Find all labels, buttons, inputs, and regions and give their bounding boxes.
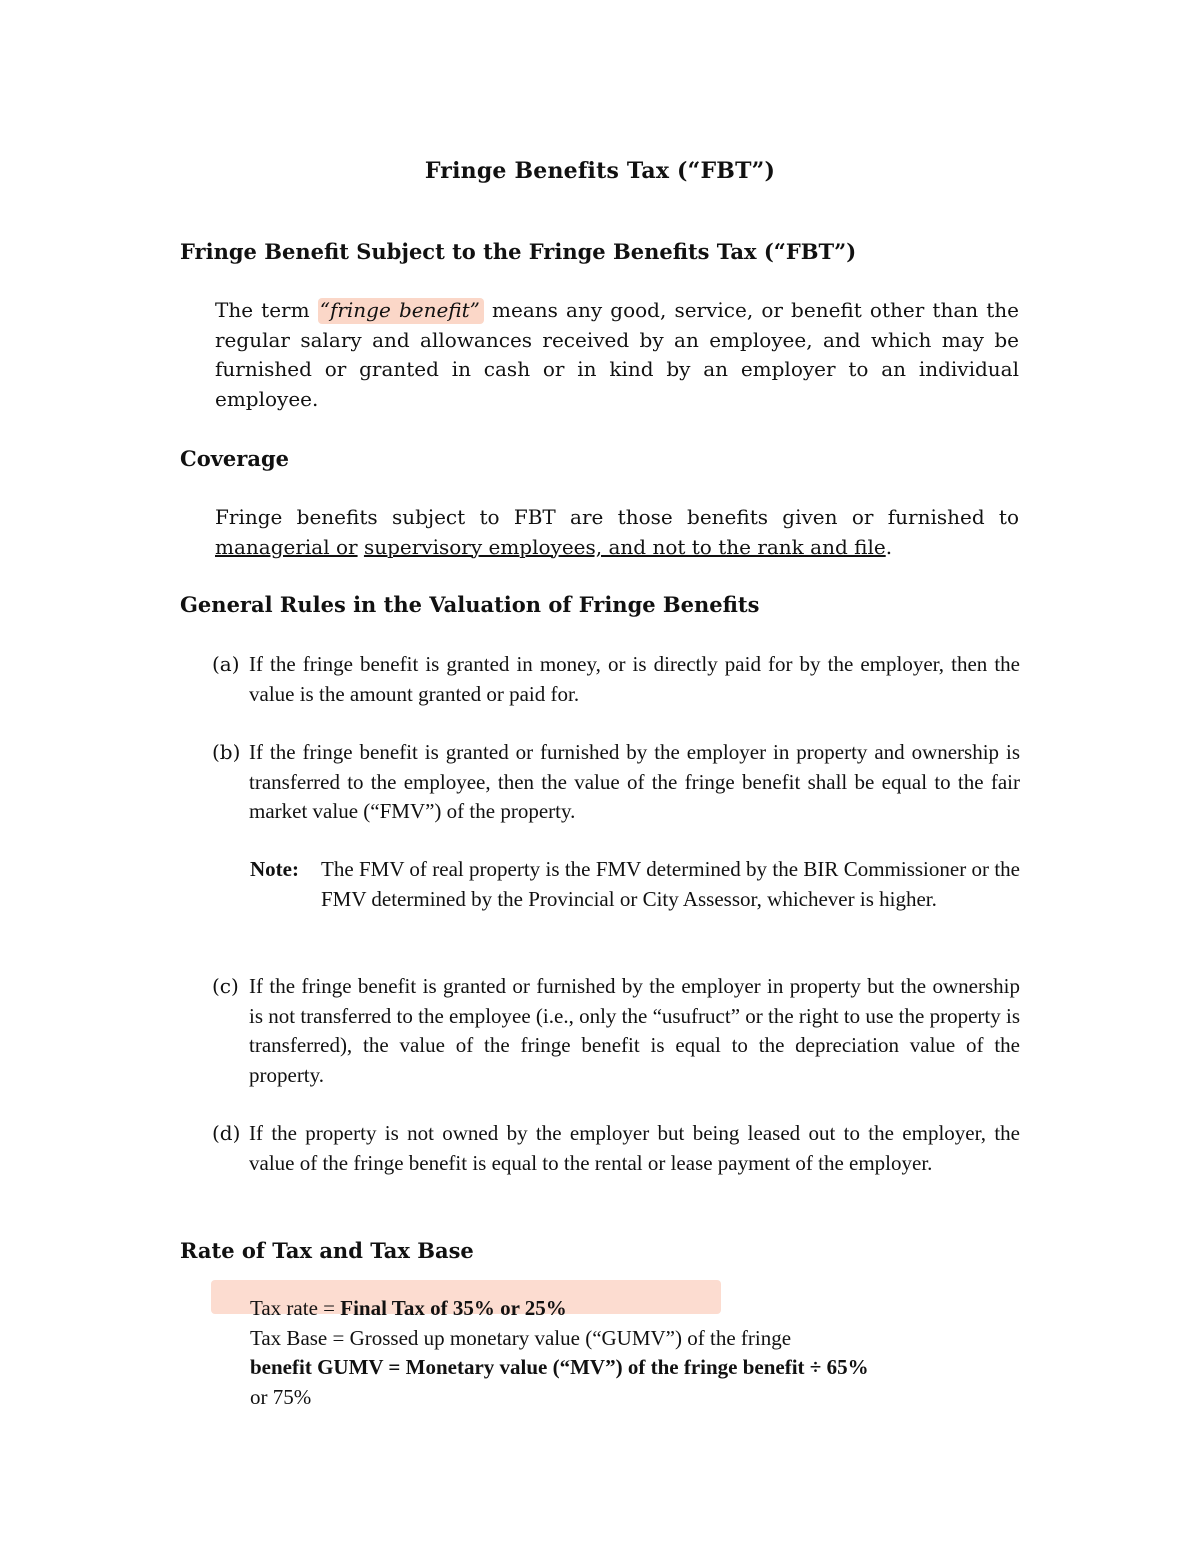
rule-d: [212, 1119, 1020, 1178]
coverage-underline-1: managerial or: [215, 534, 358, 559]
rate-block: [250, 1294, 1010, 1412]
paragraph-coverage: [215, 503, 1019, 562]
tax-rate-pre: Tax rate =: [250, 1296, 341, 1320]
tax-base-line: Tax Base = Grossed up monetary value (“GUMV”) of the fringe: [250, 1325, 792, 1350]
rule-c-label: (c): [212, 974, 239, 998]
rule-c: [212, 972, 1020, 1090]
tax-rate-line: [250, 1294, 1010, 1324]
rule-b-text: If the fringe benefit is granted or furnished by the employer in property and ownership is transferred to the employee, then the value of the fringe benefit shall be equal to the fair market value (“FMV”) of the property.: [249, 740, 1020, 823]
coverage-post: .: [885, 534, 893, 559]
heading-subject: Fringe Benefit Subject to the Fringe Benefits Tax (“FBT”): [180, 239, 857, 264]
tax-rate-value: Final Tax of 35% or 25%: [340, 1296, 567, 1320]
rule-note: [250, 855, 1020, 914]
gumv-formula-tail: or 75%: [250, 1384, 312, 1409]
heading-coverage: Coverage: [180, 446, 289, 471]
note-label: Note:: [250, 857, 299, 881]
definition-pre: The term: [215, 298, 318, 322]
rule-d-text: If the property is not owned by the employer but being leased out to the employer, the value of the fringe benefit is equal to the rental or lease payment of the employer.: [249, 1121, 1020, 1175]
rule-a-text: If the fringe benefit is granted in money, or is directly paid for by the employer, then the value is the amount granted or paid for.: [249, 652, 1020, 706]
coverage-pre: Fringe benefits subject to FBT are those benefits given or furnished to: [215, 505, 1019, 529]
heading-general-rules: General Rules in the Valuation of Fringe Benefits: [180, 592, 760, 617]
note-text: The FMV of real property is the FMV determined by the BIR Commissioner or the FMV determined by the Provincial or City Assessor, whichever is higher.: [321, 857, 1020, 911]
fringe-benefit-term-highlight: “fringe benefit”: [318, 298, 484, 324]
rule-a: [212, 650, 1020, 709]
page-title: Fringe Benefits Tax (“FBT”): [424, 158, 776, 184]
rule-a-label: (a): [212, 652, 240, 676]
paragraph-definition: [215, 296, 1019, 414]
coverage-underline-2: supervisory employees, and not to the rank and file: [363, 534, 886, 559]
rule-d-label: (d): [212, 1121, 241, 1145]
heading-rate: Rate of Tax and Tax Base: [180, 1238, 474, 1263]
definition-post: means any good, service, or benefit other than the regular salary and allowances received by an employee, and which may be furnished or granted in cash or in kind by an employer to an individual employee.: [215, 298, 1020, 411]
rule-b-label: (b): [212, 740, 241, 764]
rule-b: [212, 738, 1020, 827]
gumv-formula-line: benefit GUMV = Monetary value (“MV”) of the fringe benefit ÷ 65%: [250, 1355, 869, 1379]
rule-c-text: If the fringe benefit is granted or furnished by the employer in property but the ownership is not transferred to the employee (i.e., only the “usufruct” or the right to use the property is transferred), the value of the fringe benefit is equal to the depreciation value of the property.: [249, 974, 1020, 1087]
